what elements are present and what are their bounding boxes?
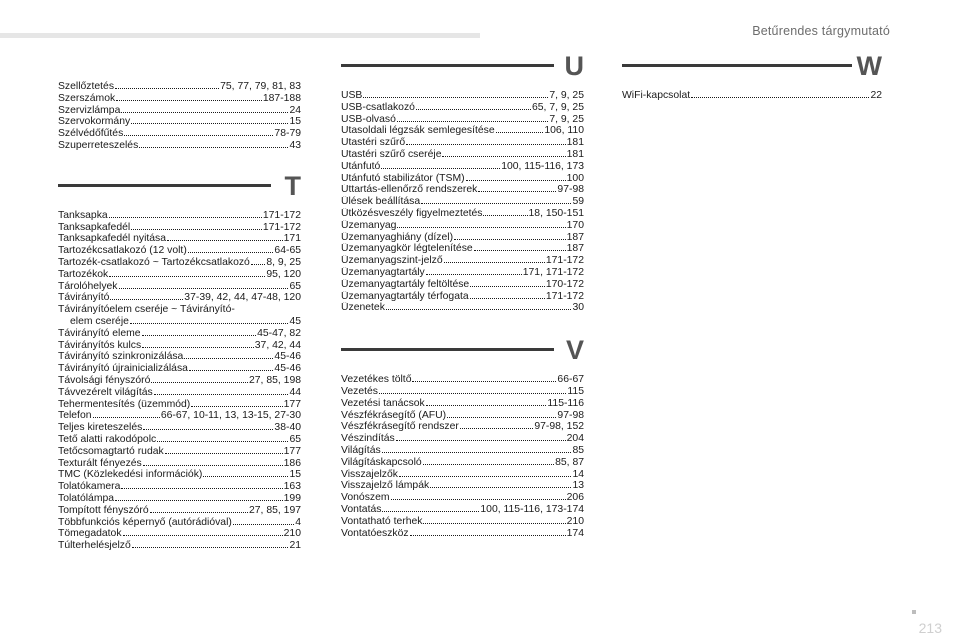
page-number: 213 [918,620,942,636]
dot-leader [154,394,289,395]
entry-pages: 38-40 [274,422,301,434]
entry-name: Visszajelzők [341,468,398,480]
entry-pages: 64-65 [274,245,301,257]
entry-name: Utasoldali légzsák semlegesítése [341,125,495,137]
dot-leader [474,250,566,251]
entry-name: Üzenetek [341,302,385,314]
index-entry [341,232,584,244]
entry-pages: 7, 9, 25 [549,113,584,125]
index-entry [58,528,301,540]
entry-pages: 7, 9, 25 [549,90,584,101]
entry-name: Túlterhelésjelző [58,540,131,552]
entry-name: Tanksapkafedél nyitása [58,233,167,245]
index-entry [58,128,301,140]
entry-name: Világításkapcsoló [341,456,422,468]
index-entry [341,469,584,481]
dot-leader [412,381,556,382]
dot-leader [93,417,160,418]
entry-name: Világítás [341,444,381,456]
index-entry [58,540,301,552]
section-letter-v: V [565,335,584,366]
entry-name: Tehermentesítés (üzemmód) [58,398,191,410]
index-entry [58,351,301,363]
v-entries-list [341,374,584,539]
index-entry [341,102,584,114]
index-entry [341,504,584,516]
dot-leader [167,240,283,241]
section-letter-u: U [564,51,584,81]
dot-leader [423,523,565,524]
entry-name: Ülések beállítása [341,196,421,208]
dot-leader [382,452,572,453]
entry-pages: 100 [566,172,584,184]
entry-name: WiFi-kapcsolat [622,90,691,101]
entry-pages: 97-98, 152 [534,421,584,433]
section-header-t [58,170,301,206]
entry-name: Utastéri szűrő cseréje [341,148,442,160]
section-rule [341,348,554,351]
entry-name: Tartozék-csatlakozó ~ Tartozékcsatlakozó [58,256,250,268]
entry-name: Tárolóhelyek [58,280,118,292]
index-entry [58,375,301,387]
entry-name: Üzemanyagtartály feltöltése [341,278,470,290]
entry-name: Tolatókamera [58,481,121,493]
entry-name: Tompított fényszóró [58,504,149,516]
entry-pages: 171 [283,233,301,245]
entry-name: Tető alatti rakodópolc [58,433,157,445]
dot-leader [165,453,283,454]
dot-leader [189,370,273,371]
entry-pages: 170-172 [545,278,584,290]
entry-pages: 15 [289,469,301,481]
entry-pages: 66-67, 10-11, 13, 13-15, 27-30 [160,410,301,422]
entry-pages: 186 [283,457,301,469]
entry-pages: 27, 85, 198 [249,374,301,386]
entry-name: Vezetési tanácsok [341,397,425,409]
section-header-u [341,51,584,86]
entry-pages: 171-172 [262,209,301,221]
index-entry [58,517,301,529]
section-letter-t: T [284,170,301,201]
index-entry [341,528,584,540]
dot-leader [363,97,548,98]
section-header-v [341,335,584,370]
dot-leader [121,488,282,489]
entry-pages: 106, 110 [544,125,584,137]
index-entry [341,255,584,267]
index-entry [58,505,301,517]
entry-name: Tolatólámpa [58,492,115,504]
entry-pages: 37-39, 42, 44, 47-48, 120 [184,292,301,304]
index-entry [341,220,584,232]
entry-pages: 18, 150-151 [528,207,584,219]
entry-pages: 43 [289,139,301,151]
entry-pages: 22 [870,90,882,101]
index-entry [341,291,584,303]
index-column-2 [341,51,584,539]
dot-leader [386,309,572,310]
index-entry [58,292,301,304]
dot-leader [116,100,262,101]
dot-leader [410,535,566,536]
index-entry [341,149,584,161]
dot-leader [115,500,283,501]
entry-name: USB-olvasó [341,113,396,125]
entry-pages: 187-188 [262,92,301,104]
dot-leader [143,465,283,466]
dot-leader [381,168,500,169]
dot-leader [150,512,248,513]
dot-leader [110,299,183,300]
index-entry [58,434,301,446]
index-entry [58,281,301,293]
index-entry [58,140,301,152]
entry-pages: 27, 85, 197 [249,504,301,516]
dot-leader [184,358,273,359]
section-rule [341,64,554,67]
entry-pages: 8, 9, 25 [266,256,301,268]
index-entry [622,90,882,102]
index-entry [341,492,584,504]
section-letter-w: W [856,51,882,81]
entry-pages: 97-98 [557,184,584,196]
dot-leader [397,227,565,228]
dot-leader [399,476,571,477]
section-rule [58,184,271,187]
entry-pages: 163 [283,481,301,493]
entry-name: Vészfékrásegítő rendszer [341,421,459,433]
dot-leader [382,511,479,512]
index-entry [341,90,584,102]
entry-pages: 66-67 [557,374,584,386]
index-entry [58,469,301,481]
entry-name: Vészindítás [341,433,395,445]
dot-leader [151,382,248,383]
index-entry [341,410,584,422]
index-entry [341,516,584,528]
index-entry [58,493,301,505]
entry-pages: 95, 120 [266,268,301,280]
entry-pages: 181 [566,137,584,149]
entry-pages: 85 [572,444,584,456]
dot-leader [109,217,262,218]
dot-leader [251,264,265,265]
entry-name: USB [341,90,363,101]
index-entry [58,340,301,352]
dot-leader [203,476,288,477]
entry-pages: 177 [283,398,301,410]
dot-leader [426,274,522,275]
dot-leader [233,524,294,525]
entry-pages: 97-98 [557,409,584,421]
entry-pages: 171-172 [262,221,301,233]
index-entry [58,269,301,281]
dot-leader [470,298,545,299]
dot-leader [442,156,565,157]
index-entry [341,196,584,208]
index-entry [58,387,301,399]
entry-name: Tanksapka [58,209,108,221]
entry-name: Szerszámok [58,92,116,104]
entry-name: Üzemanyagkör légtelenítése [341,243,473,255]
dot-leader [121,112,288,113]
entry-pages: 14 [572,468,584,480]
entry-name: Távirányítóelem cseréje ~ Távirányító- [58,304,235,316]
top-bar [0,33,480,38]
entry-pages: 37, 42, 44 [254,339,301,351]
entry-name: Utánfutó stabilizátor (TSM) [341,172,465,184]
index-entry [341,374,584,386]
page-header-title: Betűrendes tárgymutató [752,24,890,38]
entry-name: Tanksapkafedél [58,221,131,233]
entry-name: USB-csatlakozó [341,101,415,113]
entry-name: Ütközésveszély figyelmeztetés [341,207,483,219]
dot-leader [397,121,548,122]
entry-name: Tartozékok [58,268,109,280]
dot-leader [143,429,273,430]
dot-leader [131,123,288,124]
entry-name: Utastéri szűrő [341,137,406,149]
dot-leader [157,441,288,442]
dot-leader [423,464,554,465]
entry-name: Vészfékrásegítő (AFU) [341,409,447,421]
index-entry [341,433,584,445]
entry-pages: 177 [283,445,301,457]
index-entry [341,398,584,410]
entry-name: elem cseréje [70,315,129,327]
entry-name: Távirányító szinkronizálása [58,351,184,363]
index-entry [341,173,584,185]
dot-leader [142,347,254,348]
entry-pages: 115 [567,385,584,397]
index-entry [58,458,301,470]
entry-name: Szellőztetés [58,81,115,92]
entry-name: Vontatás [341,503,382,515]
entry-pages: 187 [566,231,584,243]
entry-pages: 45-46 [274,351,301,363]
entry-name: Utánfutó [341,160,381,172]
section-rule [622,64,852,67]
dot-leader [483,215,527,216]
entry-name: Úttartás-ellenőrző rendszerek [341,184,478,196]
dot-leader [379,393,566,394]
entry-pages: 13 [572,480,584,492]
dot-leader [421,203,571,204]
entry-pages: 171, 171-172 [522,266,584,278]
index-entry [341,267,584,279]
entry-pages: 100, 115-116, 173-174 [480,503,584,515]
index-entry [341,386,584,398]
entry-pages: 59 [572,196,584,208]
entry-pages: 187 [566,243,584,255]
dot-leader [119,288,289,289]
index-entry [58,210,301,222]
entry-pages: 171-172 [545,290,584,302]
entry-name: Visszajelző lámpák [341,480,430,492]
index-entry [341,302,584,314]
entry-pages: 65 [289,280,301,292]
dot-leader [430,487,571,488]
entry-name: TMC (Közlekedési információk) [58,469,203,481]
dot-leader [396,440,566,441]
dot-leader [142,335,256,336]
index-entry [58,316,301,328]
entry-name: Szélvédőfűtés [58,128,124,140]
entry-name: Telefon [58,410,92,422]
entry-pages: 210 [283,528,301,540]
entry-name: Tömegadatok [58,528,122,540]
entry-pages: 75, 77, 79, 81, 83 [220,81,301,92]
dot-leader [470,286,545,287]
entry-pages: 65 [289,433,301,445]
entry-pages: 30 [572,302,584,314]
section-header-w [622,51,882,86]
index-entry [341,457,584,469]
index-entry [341,125,584,137]
s-entries-list [58,81,301,152]
entry-name: Vontatható terhek [341,515,423,527]
entry-name: Üzemanyagtartály térfogata [341,290,469,302]
w-entries-list [622,90,882,102]
entry-name: Távolsági fényszóró [58,374,151,386]
dot-leader [109,276,265,277]
dot-leader [191,406,282,407]
dot-leader [466,180,566,181]
entry-name: Távirányítós kulcs [58,339,142,351]
index-entry [58,328,301,340]
index-entry [58,233,301,245]
index-entry [58,304,301,316]
entry-name: Távvezérelt világítás [58,386,153,398]
entry-pages: 24 [289,104,301,116]
entry-pages: 171-172 [545,255,584,267]
entry-name: Többfunkciós képernyő (autórádióval) [58,516,232,528]
entry-pages: 181 [566,148,584,160]
index-entry [341,114,584,126]
dot-leader [460,428,533,429]
dot-leader [139,147,288,148]
dot-leader [115,88,219,89]
entry-pages: 15 [289,116,301,128]
index-entry [58,410,301,422]
index-entry [58,116,301,128]
dot-leader [130,323,289,324]
index-entry [341,208,584,220]
dot-leader [123,535,283,536]
entry-pages: 65, 7, 9, 25 [532,101,584,113]
entry-pages: 210 [566,515,584,527]
entry-name: Üzemanyagszint-jelző [341,255,443,267]
t-entries-list [58,210,301,552]
page-marker-dot [912,610,916,614]
index-entry [58,257,301,269]
entry-pages: 45-47, 82 [257,327,301,339]
entry-name: Tetőcsomagtartó rudak [58,445,164,457]
entry-name: Texturált fényezés [58,457,142,469]
dot-leader [426,405,547,406]
entry-name: Teljes kireteszelés [58,422,143,434]
entry-pages: 174 [566,527,584,539]
dot-leader [124,135,273,136]
entry-pages: 100, 115-116, 173 [501,160,584,172]
dot-leader [691,97,869,98]
index-entry [58,105,301,117]
entry-pages: 170 [566,219,584,231]
index-entry [58,446,301,458]
index-entry [341,243,584,255]
index-entry [341,184,584,196]
entry-pages: 44 [289,386,301,398]
index-entry [341,137,584,149]
entry-name: Vezetékes töltő [341,374,412,386]
index-entry [58,422,301,434]
dot-leader [454,239,566,240]
entry-name: Vezetés [341,385,378,397]
entry-name: Szuperreteszelés [58,139,139,151]
index-entry [341,445,584,457]
entry-pages: 204 [566,433,584,445]
entry-pages: 115-116 [547,397,584,409]
dot-leader [406,144,566,145]
dot-leader [416,109,531,110]
index-entry [341,161,584,173]
entry-pages: 206 [566,492,584,504]
index-entry [58,222,301,234]
dot-leader [447,417,556,418]
index-entry [58,81,301,93]
entry-pages: 4 [295,516,301,528]
entry-name: Vonószem [341,492,390,504]
entry-pages: 21 [289,540,301,552]
entry-name: Üzemanyag [341,219,397,231]
index-column-3 [622,51,882,102]
entry-name: Vontatóeszköz [341,527,409,539]
entry-pages: 45-46 [274,363,301,375]
entry-name: Tartozékcsatlakozó (12 volt) [58,245,187,257]
entry-name: Távirányító újrainicializálása [58,363,188,375]
entry-name: Távirányító [58,292,110,304]
entry-name: Távirányító eleme [58,327,141,339]
index-column-1 [58,81,301,552]
entry-pages: 78-79 [274,128,301,140]
dot-leader [131,229,262,230]
entry-name: Üzemanyagtartály [341,266,425,278]
index-entry [341,480,584,492]
dot-leader [132,547,289,548]
dot-leader [188,252,274,253]
dot-leader [444,262,545,263]
u-entries-list [341,90,584,314]
index-entry [58,245,301,257]
dot-leader [391,499,566,500]
index-entry [58,399,301,411]
dot-leader [478,191,556,192]
index-entry [58,93,301,105]
entry-name: Üzemanyaghiány (dízel) [341,231,454,243]
entry-name: Szervokormány [58,116,131,128]
index-entry [341,421,584,433]
index-entry [58,363,301,375]
index-entry [58,481,301,493]
entry-pages: 199 [283,492,301,504]
entry-name: Szervizlámpa [58,104,121,116]
entry-pages: 45 [289,315,301,327]
index-entry [341,279,584,291]
dot-leader [496,132,544,133]
entry-pages: 85, 87 [555,456,584,468]
